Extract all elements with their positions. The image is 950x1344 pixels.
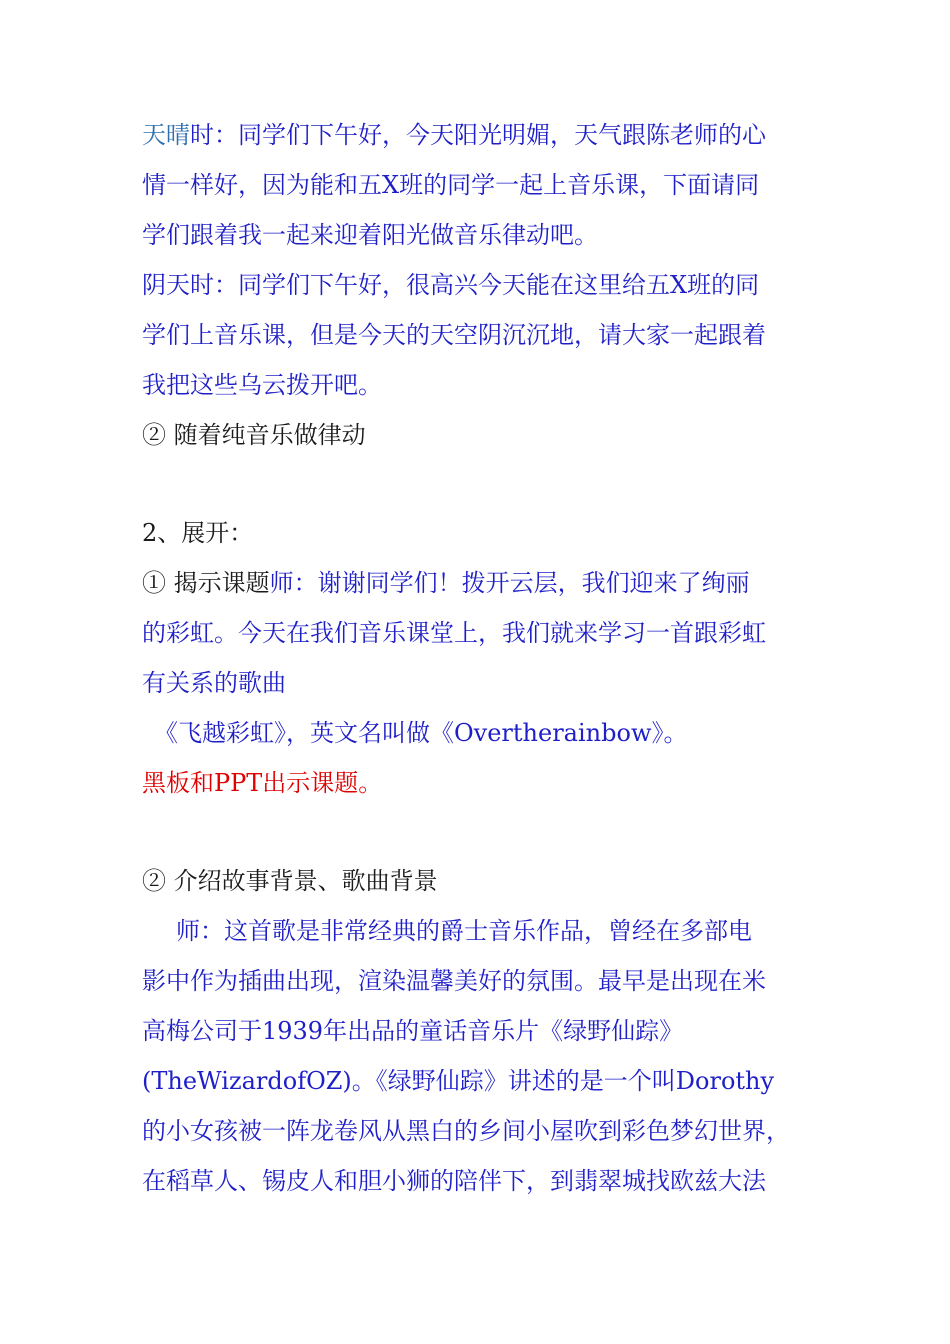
- item2-line-4: (TheWizardofOZ)。《绿野仙踪》讲述的是一个叫Dorothy: [142, 1067, 775, 1095]
- item2-line-5: 的小女孩被一阵龙卷风从黑白的乡间小屋吹到彩色梦幻世界，: [142, 1117, 790, 1145]
- item1-text-1: 师：谢谢同学们！拨开云层，我们迎来了绚丽: [269, 569, 750, 597]
- item1-line-3: 有关系的歌曲: [142, 669, 286, 697]
- section-heading: 2、展开：: [142, 519, 254, 547]
- item2-label: ② 介绍故事背景、歌曲背景: [142, 867, 438, 895]
- item1-note: 黑板和PPT出示课题。: [142, 769, 383, 797]
- cloudy-line-2: 学们上音乐课，但是今天的天空阴沉沉地，请大家一起跟着: [142, 321, 766, 349]
- cloudy-line-3: 我把这些乌云拨开吧。: [142, 371, 382, 399]
- item1-line-2: 的彩虹。今天在我们音乐课堂上，我们就来学习一首跟彩虹: [142, 619, 766, 647]
- item2-line-6: 在稻草人、锡皮人和胆小狮的陪伴下，到翡翠城找欧兹大法: [142, 1167, 766, 1195]
- item2-line-1: 师：这首歌是非常经典的爵士音乐作品，曾经在多部电: [176, 917, 752, 945]
- sunny-text-1: 时：同学们下午好，今天阳光明媚，天气跟陈老师的心: [190, 121, 766, 149]
- sunny-line-3: 学们跟着我一起来迎着阳光做音乐律动吧。: [142, 221, 598, 249]
- sunny-line-2: 情一样好，因为能和五X班的同学一起上音乐课，下面请同: [142, 171, 760, 199]
- item1-line-4: 《飞越彩虹》，英文名叫做《Overtherainbow》。: [154, 719, 688, 747]
- item2-line-3: 高梅公司于1939年出品的童话音乐片《绿野仙踪》: [142, 1017, 684, 1045]
- step-music: ② 随着纯音乐做律动: [142, 421, 366, 449]
- item1-label: ① 揭示课题: [142, 569, 270, 597]
- cloudy-line-1: 阴天时：同学们下午好，很高兴今天能在这里给五X班的同: [142, 271, 760, 299]
- sunny-label: 天晴: [142, 121, 190, 149]
- item1-line-1: [142, 568, 750, 598]
- item2-line-2: 影中作为插曲出现，渲染温馨美好的氛围。最早是出现在米: [142, 967, 766, 995]
- sunny-line-1: [142, 120, 766, 150]
